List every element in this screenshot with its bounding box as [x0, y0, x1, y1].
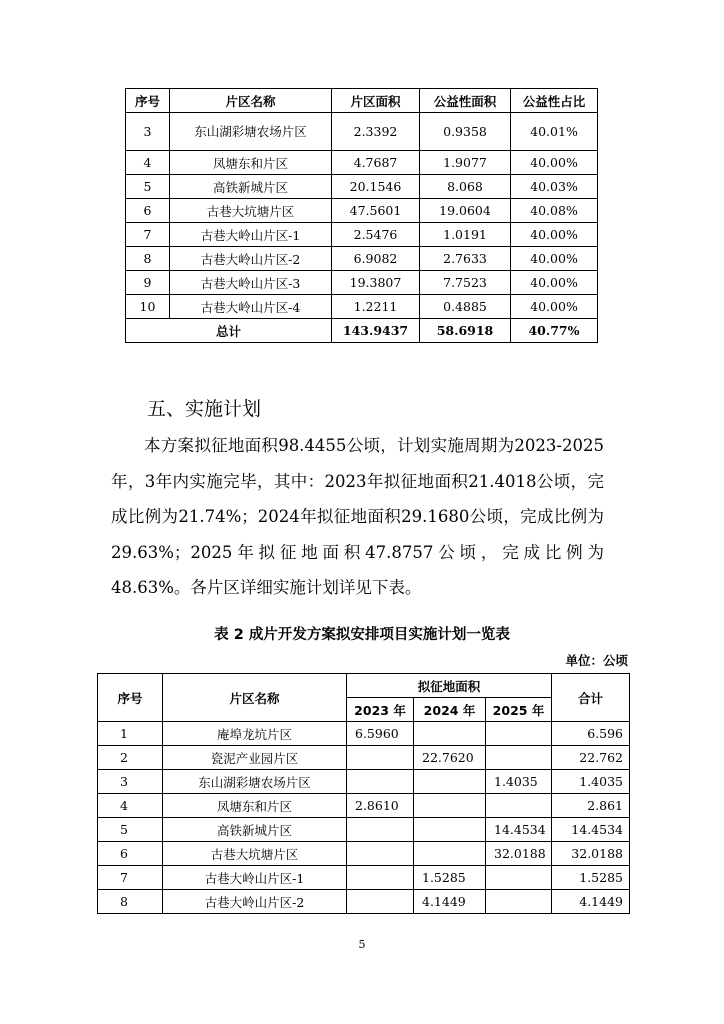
- cell-2024: 1.5285: [414, 866, 486, 890]
- cell-area: 20.1546: [332, 175, 420, 199]
- cell-public-area: 1.9077: [420, 151, 511, 175]
- cell-name: 东山湖彩塘农场片区: [170, 113, 332, 151]
- cell-no: 8: [98, 890, 163, 914]
- cell-area: 2.3392: [332, 113, 420, 151]
- cell-2024: [414, 794, 486, 818]
- table-row: [98, 842, 630, 866]
- cell-no: 5: [126, 175, 170, 199]
- cell-no: 4: [126, 151, 170, 175]
- cell-name: 凤塘东和片区: [163, 794, 347, 818]
- cell-area: 47.5601: [332, 199, 420, 223]
- header-no: 序号: [126, 89, 170, 113]
- cell-2023: [347, 890, 414, 914]
- cell-no: 3: [98, 770, 163, 794]
- cell-name: 古巷大岭山片区-1: [170, 223, 332, 247]
- cell-name: 古巷大岭山片区-2: [170, 247, 332, 271]
- cell-name: 东山湖彩塘农场片区: [163, 770, 347, 794]
- cell-ratio: 40.08%: [511, 199, 598, 223]
- total-label: 总计: [126, 319, 332, 343]
- cell-name: 高铁新城片区: [170, 175, 332, 199]
- cell-2023: 2.8610: [347, 794, 414, 818]
- cell-no: 7: [126, 223, 170, 247]
- cell-name: 古巷大坑塘片区: [170, 199, 332, 223]
- table-header-row: [98, 674, 630, 698]
- cell-total: 32.0188: [552, 842, 630, 866]
- cell-name: 古巷大岭山片区-3: [170, 271, 332, 295]
- cell-2025: [486, 746, 552, 770]
- cell-2025: 1.4035: [486, 770, 552, 794]
- section-heading: 五、实施计划: [147, 398, 262, 420]
- table-row: [126, 271, 598, 295]
- cell-ratio: 40.00%: [511, 271, 598, 295]
- cell-no: 6: [98, 842, 163, 866]
- cell-public-area: 2.7633: [420, 247, 511, 271]
- cell-name: 古巷大岭山片区-1: [163, 866, 347, 890]
- cell-total: 2.861: [552, 794, 630, 818]
- table-row: [98, 794, 630, 818]
- cell-area: 2.5476: [332, 223, 420, 247]
- cell-2025: [486, 866, 552, 890]
- cell-2024: 4.1449: [414, 890, 486, 914]
- cell-public-area: 0.9358: [420, 113, 511, 151]
- cell-2024: 22.7620: [414, 746, 486, 770]
- cell-ratio: 40.00%: [511, 295, 598, 319]
- cell-no: 9: [126, 271, 170, 295]
- header-name: 片区名称: [170, 89, 332, 113]
- cell-2023: [347, 746, 414, 770]
- cell-public-area: 1.0191: [420, 223, 511, 247]
- cell-public-area: 0.4885: [420, 295, 511, 319]
- cell-name: 庵埠龙坑片区: [163, 722, 347, 746]
- header-area: 片区面积: [332, 89, 420, 113]
- table-row: [126, 175, 598, 199]
- cell-name: 古巷大坑塘片区: [163, 842, 347, 866]
- cell-name: 古巷大岭山片区-2: [163, 890, 347, 914]
- cell-total: 1.5285: [552, 866, 630, 890]
- table-row: [98, 818, 630, 842]
- cell-area: 4.7687: [332, 151, 420, 175]
- table-caption: 表 2 成片开发方案拟安排项目实施计划一览表: [214, 627, 510, 643]
- cell-total: 6.596: [552, 722, 630, 746]
- cell-no: 7: [98, 866, 163, 890]
- table-row: [98, 746, 630, 770]
- header-group: 拟征地面积: [347, 674, 552, 698]
- table-row: [98, 722, 630, 746]
- cell-total: 4.1449: [552, 890, 630, 914]
- cell-2024: [414, 842, 486, 866]
- table-header-row: [126, 89, 598, 113]
- cell-name: 古巷大岭山片区-4: [170, 295, 332, 319]
- cell-total: 22.762: [552, 746, 630, 770]
- cell-ratio: 40.00%: [511, 151, 598, 175]
- cell-public-area: 7.7523: [420, 271, 511, 295]
- total-public-area: 58.6918: [420, 319, 511, 343]
- unit-label: 单位：公顷: [565, 653, 628, 668]
- cell-total: 1.4035: [552, 770, 630, 794]
- cell-no: 6: [126, 199, 170, 223]
- table-row: [126, 247, 598, 271]
- cell-no: 5: [98, 818, 163, 842]
- cell-2023: 6.5960: [347, 722, 414, 746]
- cell-no: 2: [98, 746, 163, 770]
- cell-ratio: 40.03%: [511, 175, 598, 199]
- header-public-area: 公益性面积: [420, 89, 511, 113]
- header-2023: 2023 年: [347, 698, 414, 722]
- table-row: [126, 199, 598, 223]
- cell-ratio: 40.01%: [511, 113, 598, 151]
- table-row: [98, 866, 630, 890]
- cell-no: 10: [126, 295, 170, 319]
- area-summary-table: [125, 88, 598, 343]
- header-2025: 2025 年: [486, 698, 552, 722]
- cell-public-area: 8.068: [420, 175, 511, 199]
- cell-no: 8: [126, 247, 170, 271]
- cell-no: 3: [126, 113, 170, 151]
- cell-2025: [486, 722, 552, 746]
- header-no: 序号: [98, 674, 163, 722]
- cell-area: 19.3807: [332, 271, 420, 295]
- cell-2024: [414, 818, 486, 842]
- cell-2024: [414, 722, 486, 746]
- cell-2024: [414, 770, 486, 794]
- cell-2025: 32.0188: [486, 842, 552, 866]
- cell-2023: [347, 770, 414, 794]
- header-total: 合计: [552, 674, 630, 722]
- cell-2025: [486, 890, 552, 914]
- header-2024: 2024 年: [414, 698, 486, 722]
- table-row: [98, 770, 630, 794]
- table-row: [126, 295, 598, 319]
- cell-area: 6.9082: [332, 247, 420, 271]
- cell-2025: 14.4534: [486, 818, 552, 842]
- table-row: [126, 113, 598, 151]
- cell-public-area: 19.0604: [420, 199, 511, 223]
- header-name: 片区名称: [163, 674, 347, 722]
- table-row: [126, 223, 598, 247]
- cell-name: 凤塘东和片区: [170, 151, 332, 175]
- header-public-ratio: 公益性占比: [511, 89, 598, 113]
- cell-2023: [347, 866, 414, 890]
- cell-total: 14.4534: [552, 818, 630, 842]
- cell-name: 瓷泥产业园片区: [163, 746, 347, 770]
- cell-2023: [347, 818, 414, 842]
- cell-no: 1: [98, 722, 163, 746]
- implementation-plan-table: [97, 673, 630, 914]
- cell-ratio: 40.00%: [511, 223, 598, 247]
- cell-2023: [347, 842, 414, 866]
- section-paragraph: 本方案拟征地面积98.4455公顷，计划实施周期为2023-2025年，3年内实施完毕，其中：2023年拟征地面积21.4018公顷，完成比例为21.74%；2024年拟征地面积29.1680公顷，完成比例为29.63%；2025年拟征地面积47.8757公顷，完成比例为48.63%。各片区详细实施计划详见下表。: [111, 436, 604, 597]
- table-row: [98, 890, 630, 914]
- table-total-row: [126, 319, 598, 343]
- page-number: 5: [358, 938, 366, 951]
- cell-ratio: 40.00%: [511, 247, 598, 271]
- table-row: [126, 151, 598, 175]
- cell-area: 1.2211: [332, 295, 420, 319]
- cell-2025: [486, 794, 552, 818]
- cell-name: 高铁新城片区: [163, 818, 347, 842]
- total-ratio: 40.77%: [511, 319, 598, 343]
- cell-no: 4: [98, 794, 163, 818]
- total-area: 143.9437: [332, 319, 420, 343]
